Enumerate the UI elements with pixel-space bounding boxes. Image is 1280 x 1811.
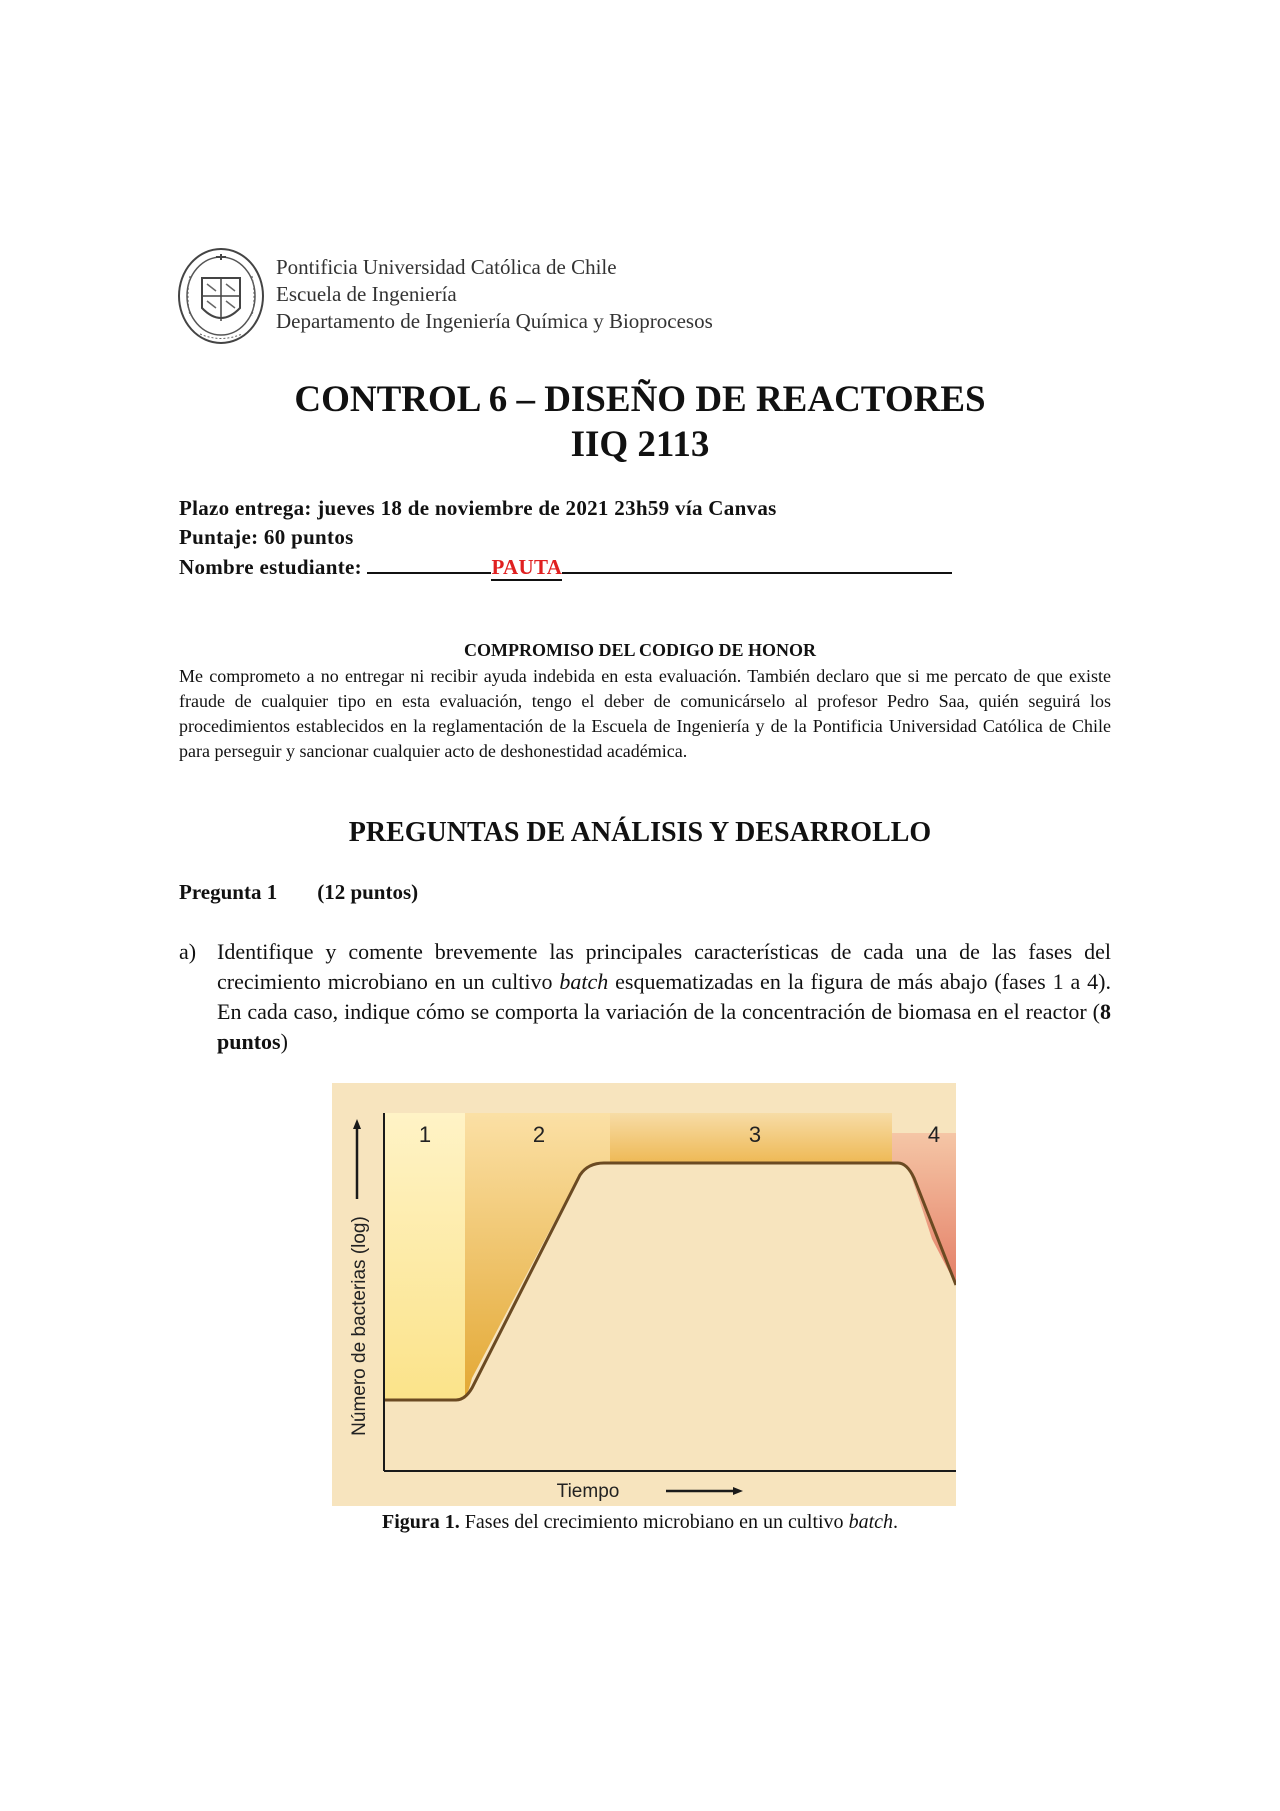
underline-right [562,552,952,574]
part-a-points: 8 puntos [217,999,1111,1054]
course-code: IIQ 2113 [570,424,710,465]
meta-block [179,494,952,582]
department-name: Departamento de Ingeniería Química y Bioprocesos [276,309,713,333]
header [176,246,876,346]
part-a-text-1: Identifique y comente brevemente las principales características de cada una de las fases del crecimiento microbiano en un cultivo [217,939,1111,994]
section-title: PREGUNTAS DE ANÁLISIS Y DESARROLLO [348,817,932,848]
phase-label-1: 1 [418,1122,432,1147]
part-a-text [217,937,1111,1057]
part-a-label: a) [179,939,197,964]
part-a-italic: batch [559,969,609,994]
university-name: Pontificia Universidad Católica de Chile [276,255,617,279]
x-axis-label: Tiempo [556,1481,620,1502]
part-a-text-3: ) [280,1029,288,1054]
phase-1-band [384,1113,465,1399]
question-label: Pregunta 1 [179,880,278,904]
phase-label-2: 2 [532,1122,546,1147]
phase-label-4: 4 [927,1122,941,1147]
honor-text: Me comprometo a no entregar ni recibir ayuda indebida en esta evaluación. También declaro que si me percato de que existe fraude de cualquier tipo en esta evaluación, tengo el deber de comunicárselo al profesor Pedro Saa, quién seguirá los procedimientos establecidos en la reglamentación de la Escuela de Ingeniería y de la Pontificia Universidad Católica de Chile para perseguir y sancionar cualquier acto de deshonestidad académica. [179,666,1111,761]
question-part-a [179,937,1111,1057]
score: Puntaje: 60 puntos [179,525,354,549]
school-name: Escuela de Ingeniería [276,282,457,306]
student-row [179,552,952,582]
honor-title: COMPROMISO DEL CODIGO DE HONOR [463,640,817,660]
caption-bold: Figura 1. [382,1511,460,1533]
deadline: Plazo entrega: jueves 18 de noviembre de 2021 23h59 vía Canvas [179,496,777,520]
figure-caption [0,1511,1280,1534]
phase-label-3: 3 [748,1122,762,1147]
student-label: Nombre estudiante: [179,555,368,579]
caption-text: Fases del crecimiento microbiano en un cultivo [459,1511,849,1533]
growth-phases-chart [332,1083,956,1506]
student-name: PAUTA [491,555,563,579]
question-points: (12 puntos) [317,880,419,904]
question-heading [179,880,418,905]
caption-end: . [893,1511,898,1533]
underline-left [367,552,491,574]
university-seal-icon [176,246,266,346]
caption-italic: batch [848,1511,893,1533]
institution-block [276,254,713,335]
document-title: CONTROL 6 – DISEÑO DE REACTORES [294,379,986,420]
part-a-text-2: esquematizadas en la figura de más abajo (fases 1 a 4). En cada caso, indique cómo se comporta la variación de la concentración de biomasa en el reactor ( [217,969,1111,1024]
y-axis-label: Número de bacterias (log) [349,1216,370,1436]
